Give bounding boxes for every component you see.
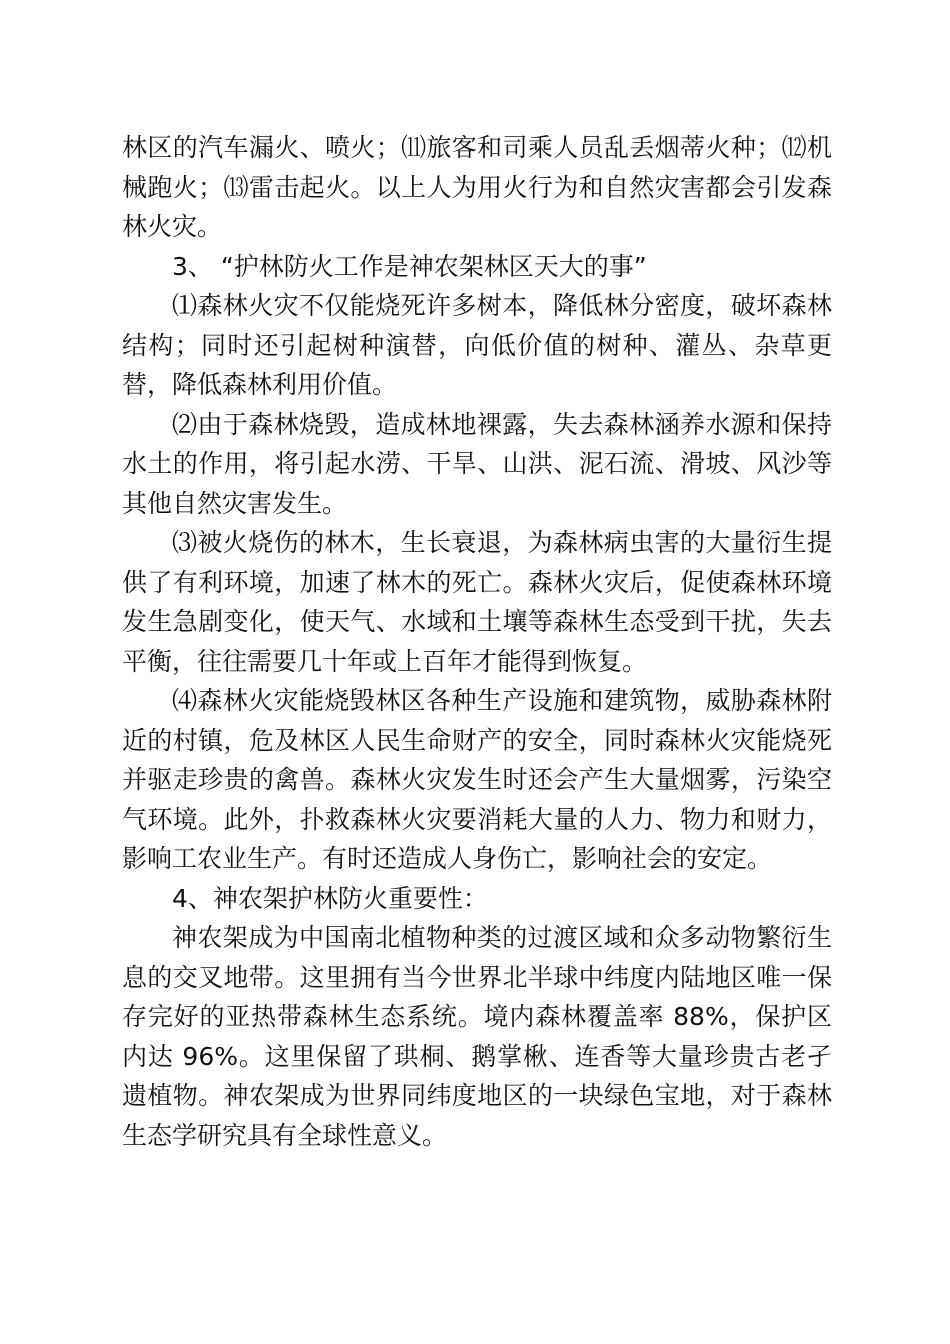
section-heading-4: 4、神农架护林防火重要性： [172, 883, 488, 913]
paragraph-item-2: ⑵由于森林烧毁，造成林地裸露，失去森林涵养水源和保持水土的作用，将引起水涝、干旱、山洪、泥石流、滑坡、风沙等其他自然灾害发生。 [122, 409, 832, 518]
paragraph-continued-causes: 林区的汽车漏火、喷火；⑾旅客和司乘人员乱丢烟蒂火种；⑿机械跑火；⒀雷击起火。以上人为用火行为和自然灾害都会引发森林火灾。 [122, 133, 832, 241]
paragraph-item-3: ⑶被火烧伤的林木，生长衰退，为森林病虫害的大量衍生提供了有利环境，加速了林木的死亡。森林火灾后，促使森林环境发生急剧变化，使天气、水域和土壤等森林生态受到干扰，失去平衡，往往需要几十年或上百年才能得到恢复。 [122, 528, 832, 676]
section-heading-3: 3、 “护林防火工作是神农架林区天大的事” [172, 251, 647, 281]
paragraph-item-4: ⑷森林火灾能烧毁林区各种生产设施和建筑物，威胁森林附近的村镇，危及林区人民生命财产的安全，同时森林火灾能烧死并驱走珍贵的禽兽。森林火灾发生时还会产生大量烟雾，污染空气环境。此外，扑救森林火灾要消耗大量的人力、物力和财力，影响工农业生产。有时还造成人身伤亡，影响社会的安定。 [122, 686, 832, 873]
document-page [122, 128, 832, 1155]
paragraph-item-1: ⑴森林火灾不仅能烧死许多树本，降低林分密度，破坏森林结构；同时还引起树种演替，向低价值的树种、灌丛、杂草更替，降低森林利用价值。 [122, 291, 832, 399]
paragraph-importance: 神农架成为中国南北植物种类的过渡区域和众多动物繁衍生息的交叉地带。这里拥有当今世界北半球中纬度内陆地区唯一保存完好的亚热带森林生态系统。境内森林覆盖率 88%，保护区内达 96%。这里保留了珙桐、鹅掌楸、连香等大量珍贵古老孑遗植物。神农架成为世界同纬度地区的一块绿色宝地，对于森林生态学研究具有全球性意义。 [122, 923, 832, 1150]
